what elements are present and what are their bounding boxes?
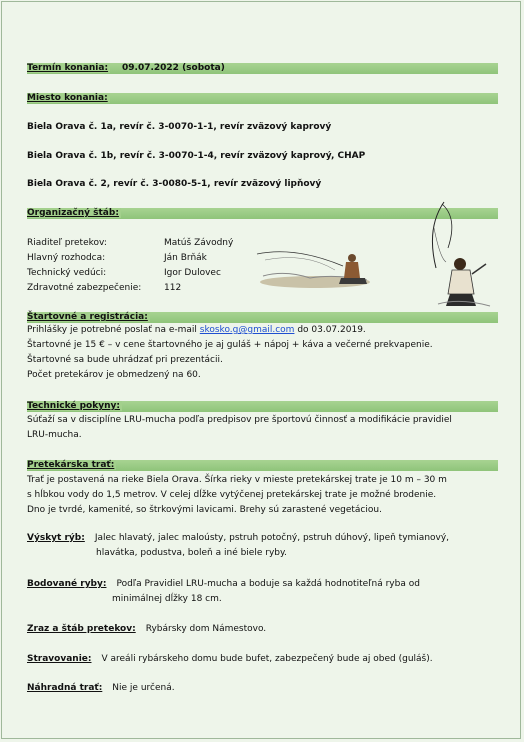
registration-label: Štartovné a registrácia:	[27, 312, 148, 322]
staff-name-4: 112	[164, 283, 182, 293]
scored-label: Bodované ryby:	[27, 579, 107, 589]
staff-name-2: Ján Brňák	[164, 253, 207, 263]
meeting-label: Zraz a štáb pretekov:	[27, 624, 136, 634]
registration-line-4: Počet pretekárov je obmedzený na 60.	[27, 370, 201, 380]
fish-line-2: hlavátka, podustva, boleň a iné biele ryby.	[96, 548, 287, 558]
meeting-line	[27, 624, 266, 634]
scored-line-2: minimálnej dĺžky 18 cm.	[112, 594, 222, 604]
registration-line-3: Štartovné sa bude uhrádzať pri prezentácii.	[27, 355, 223, 365]
backup-line	[27, 683, 175, 693]
registration-email-link[interactable]: skosko.g@gmail.com	[199, 325, 295, 335]
registration-line-2: Štartovné je 15 € – v cene štartovného je aj guláš + nápoj + káva a večerné prekvapenie.	[27, 340, 433, 350]
venue-line-3: Biela Orava č. 2, revír č. 3-0080-5-1, revír zväzový lipňový	[27, 179, 322, 189]
meeting-value: Rybársky dom Námestovo.	[145, 624, 267, 634]
registration-line-1-post: do 03.07.2019.	[294, 325, 366, 335]
staff-role-1: Riaditeľ pretekov:	[27, 238, 107, 248]
venue-label: Miesto konania:	[27, 93, 108, 103]
track-line-2: s hĺbkou vody do 1,5 metrov. V celej dĺžke vytýčenej pretekárskej trate je možné brodenie.	[27, 490, 437, 500]
staff-role-3: Technický vedúci:	[27, 268, 107, 278]
scored-text-1: Podľa Pravidiel LRU-mucha a boduje sa každá hodnotiteľná ryba od	[116, 579, 420, 589]
staff-role-4: Zdravotné zabezpečenie:	[27, 283, 142, 293]
date-value: 09.07.2022 (sobota)	[122, 63, 225, 73]
catering-value: V areáli rybárskeho domu bude bufet, zabezpečený bude aj obed (guláš).	[101, 654, 433, 664]
track-label: Pretekárska trať:	[27, 460, 115, 470]
staff-name-1: Matúš Závodný	[164, 238, 234, 248]
fly-fisherman-illustration-small	[255, 236, 375, 296]
fish-label: Výskyt rýb:	[27, 533, 85, 543]
date-label: Termín konania:	[27, 63, 109, 73]
catering-line	[27, 654, 433, 664]
venue-line-2: Biela Orava č. 1b, revír č. 3-0070-1-4, revír zväzový kaprový, CHAP	[27, 151, 366, 161]
registration-line-1-pre: Prihlášky je potrebné poslať na e-mail	[27, 325, 200, 335]
fly-fisherman-illustration-large	[418, 198, 500, 310]
technical-line-2: LRU-mucha.	[27, 430, 82, 440]
staff-name-3: Igor Dulovec	[164, 268, 221, 278]
scored-line-1	[27, 579, 420, 589]
catering-label: Stravovanie:	[27, 654, 92, 664]
registration-line-1	[27, 325, 366, 335]
fish-line-1	[27, 533, 449, 543]
backup-value: Nie je určená.	[112, 683, 175, 693]
track-line-1: Trať je postavená na rieke Biela Orava. Šírka rieky v mieste pretekárskej trate je 10 m – 30 m	[27, 475, 447, 485]
staff-role-2: Hlavný rozhodca:	[27, 253, 106, 263]
track-line-3: Dno je tvrdé, kamenité, so štrkovými lavicami. Brehy sú zarastené vegetáciou.	[27, 505, 382, 515]
staff-label: Organizačný štáb:	[27, 208, 119, 218]
backup-label: Náhradná trať:	[27, 683, 103, 693]
fish-text-1: Jalec hlavatý, jalec maloústy, pstruh potočný, pstruh dúhový, lipeň tymianový,	[94, 533, 450, 543]
venue-line-1: Biela Orava č. 1a, revír č. 3-0070-1-1, revír zväzový kaprový	[27, 122, 332, 132]
technical-line-1: Súťaží sa v disciplíne LRU-mucha podľa predpisov pre športovú činnosť a modifikácie pravidiel	[27, 415, 452, 425]
technical-label: Technické pokyny:	[27, 401, 120, 411]
